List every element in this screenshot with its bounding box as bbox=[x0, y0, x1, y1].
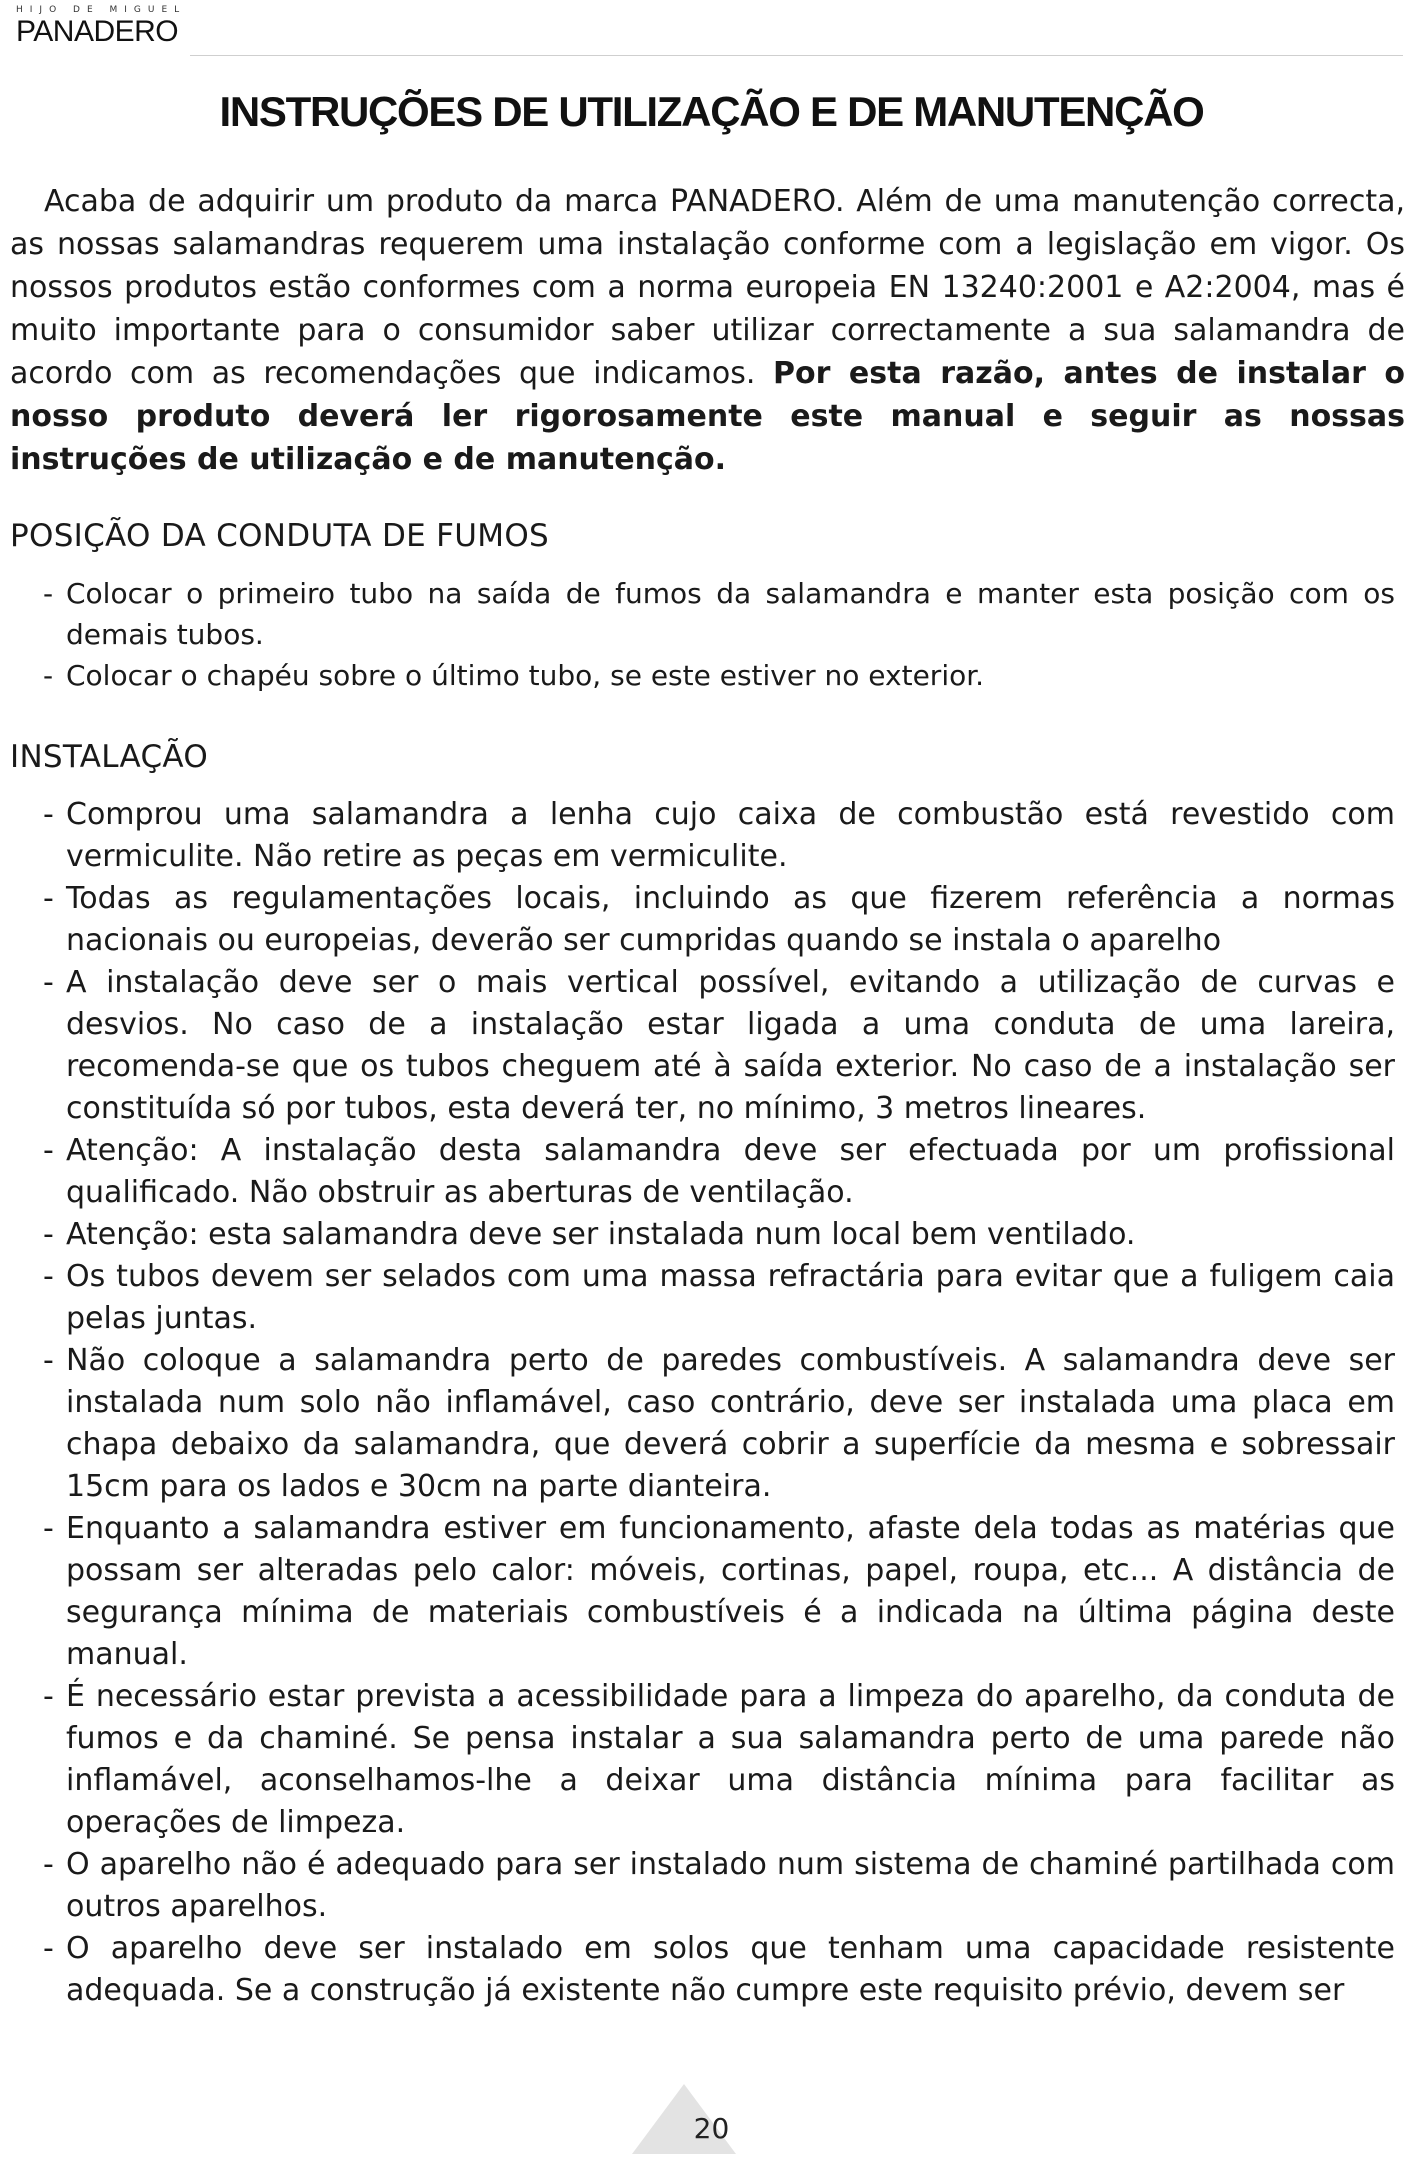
list-item: - Comprou uma salamandra a lenha cujo caixa de combustão está revestido com vermiculite. Não retire as peças em vermiculite. bbox=[10, 794, 1405, 878]
panadero-logo bbox=[16, 4, 196, 48]
list-item: - Todas as regulamentações locais, incluindo as que fizerem referência a normas nacionais ou europeias, deverão ser cumpridas quando se instala o aparelho bbox=[10, 878, 1405, 962]
list-item: - Atenção: A instalação desta salamandra deve ser efectuada por um profissional qualificado. Não obstruir as aberturas de ventilação. bbox=[10, 1130, 1405, 1214]
list-item: - Colocar o chapéu sobre o último tubo, se este estiver no exterior. bbox=[10, 655, 1405, 696]
list-item: - Não coloque a salamandra perto de paredes combustíveis. A salamandra deve ser instalada num solo não inflamável, caso contrário, deve ser instalada uma placa em chapa debaixo da salamandra, que deverá cobrir a superfície da mesma e sobressair 15cm para os lados e 30cm na parte dianteira. bbox=[10, 1340, 1405, 1508]
intro-text: Acaba de adquirir um produto da marca PANADERO. Além de uma manutenção correcta, as nossas salamandras requerem uma instalação conforme com a legislação em vigor. Os nossos produtos estão conformes com a norma europeia EN 13240:2001 e A2:2004, mas é muito importante para o consumidor saber utilizar correctamente a sua salamandra de acordo com as recomendações que indicamos. bbox=[10, 184, 1405, 391]
logo-wordmark: PANADERO bbox=[16, 15, 179, 48]
intro-bold-text: Por esta razão, antes de instalar o nosso produto deverá ler rigorosamente este manual e seguir as nossas instruções de utilização e de manutenção. bbox=[10, 356, 1405, 477]
list-item: - O aparelho não é adequado para ser instalado num sistema de chaminé partilhada com outros aparelhos. bbox=[10, 1844, 1405, 1928]
page-header bbox=[0, 0, 1423, 60]
list-item: - Colocar o primeiro tubo na saída de fumos da salamandra e manter esta posição com os demais tubos. bbox=[10, 573, 1405, 655]
list-item: - Atenção: esta salamandra deve ser instalada num local bem ventilado. bbox=[10, 1214, 1405, 1256]
page-title: INSTRUÇÕES DE UTILIZAÇÃO E DE MANUTENÇÃO bbox=[219, 88, 1204, 135]
installation-list bbox=[10, 794, 1405, 2012]
page-footer bbox=[0, 2080, 1423, 2160]
page-number: 20 bbox=[693, 2112, 730, 2145]
list-item: - O aparelho deve ser instalado em solos que tenham uma capacidade resistente adequada. Se a construção já existente não cumpre este requisito prévio, devem ser bbox=[10, 1928, 1405, 2012]
section-heading-installation: INSTALAÇÃO bbox=[10, 739, 209, 775]
list-item: - É necessário estar prevista a acessibilidade para a limpeza do aparelho, da conduta de fumos e da chaminé. Se pensa instalar a sua salamandra perto de uma parede não inflamável, aconselhamos-lhe a deixar uma distância mínima para facilitar as operações de limpeza. bbox=[10, 1676, 1405, 1844]
page-content bbox=[10, 180, 1405, 2012]
intro-paragraph bbox=[10, 180, 1405, 481]
section-heading-flue-position: POSIÇÃO DA CONDUTA DE FUMOS bbox=[10, 518, 550, 554]
logo-tagline: HIJO DE MIGUEL bbox=[16, 5, 187, 15]
header-divider bbox=[190, 55, 1403, 56]
list-item: - Os tubos devem ser selados com uma massa refractária para evitar que a fuligem caia pelas juntas. bbox=[10, 1256, 1405, 1340]
list-item: - A instalação deve ser o mais vertical possível, evitando a utilização de curvas e desvios. No caso de a instalação estar ligada a uma conduta de uma lareira, recomenda-se que os tubos cheguem até à saída exterior. No caso de a instalação ser constituída só por tubos, esta deverá ter, no mínimo, 3 metros lineares. bbox=[10, 962, 1405, 1130]
list-item: - Enquanto a salamandra estiver em funcionamento, afaste dela todas as matérias que possam ser alteradas pelo calor: móveis, cortinas, papel, roupa, etc... A distância de segurança mínima de materiais combustíveis é a indicada na última página deste manual. bbox=[10, 1508, 1405, 1676]
flue-position-list bbox=[10, 573, 1405, 696]
